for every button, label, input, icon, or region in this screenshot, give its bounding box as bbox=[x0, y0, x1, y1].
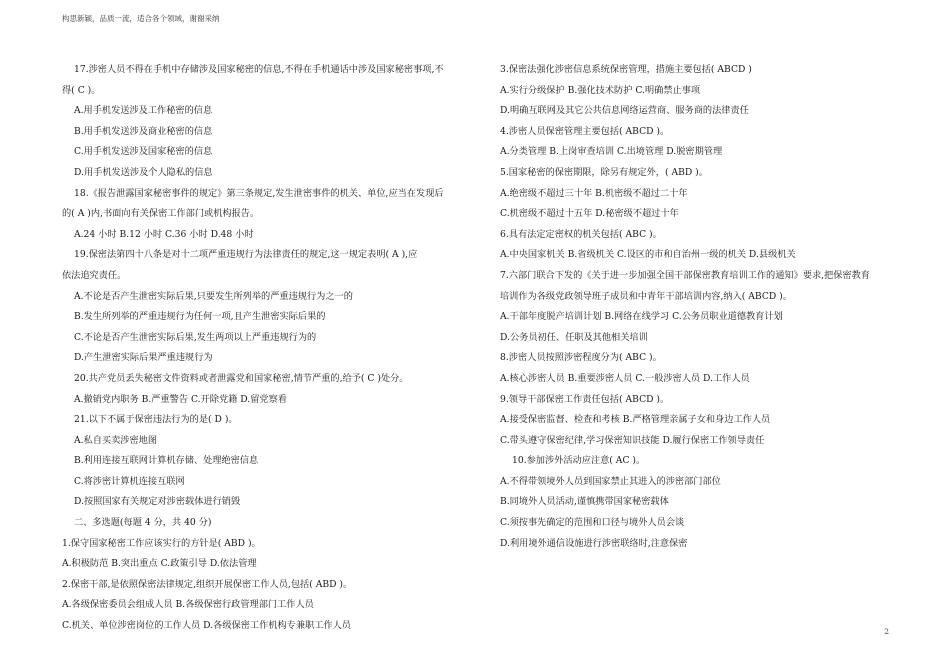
right-text-line: A.绝密级不超过三十年 B.机密级不超过二十年 bbox=[500, 187, 688, 199]
right-text-line: A.分类管理 B.上岗审查培训 C.出境管理 D.脱密期管理 bbox=[500, 146, 723, 158]
right-text-line: A.接受保密监督、检查和考核 B.严格管理亲属子女和身边工作人员 bbox=[500, 414, 771, 426]
left-column bbox=[62, 60, 472, 637]
left-text-line: B.发生所列举的严重违规行为任何一项,且产生泄密实际后果的 bbox=[74, 311, 326, 323]
left-text-line: A.撤销党内职务 B.严重警告 C.开除党籍 D.留党察看 bbox=[74, 393, 287, 405]
left-text-line: A.各级保密委员会组成人员 B.各级保密行政管理部门工作人员 bbox=[62, 599, 314, 611]
left-text-line: C.不论是否产生泄密实际后果,发生两项以上严重违规行为的 bbox=[74, 331, 317, 343]
right-text-line: 9.领导干部保密工作责任包括( ABCD )。 bbox=[500, 393, 670, 405]
left-text-line: A.私自买卖涉密地图 bbox=[74, 434, 158, 446]
right-text-line: A.干部年度脱产培训计划 B.网络在线学习 C.公务员职业道德教育计划 bbox=[500, 311, 783, 323]
left-text-line: 18.《报告泄露国家秘密事件的规定》第三条规定,发生泄密事件的机关、单位,应当在发现后 bbox=[74, 187, 444, 199]
left-text-line: D.按照国家有关规定对涉密载体进行销毁 bbox=[74, 496, 241, 508]
right-text-line: C.机密级不超过十五年 D.秘密级不超过十年 bbox=[500, 208, 679, 220]
left-text-line: D.用手机发送涉及个人隐私的信息 bbox=[74, 166, 213, 178]
page-number: 2 bbox=[884, 627, 889, 636]
left-text-line: 17.涉密人员不得在手机中存储涉及国家秘密的信息,不得在手机通话中涉及国家秘密事项,不 bbox=[74, 64, 444, 75]
left-text-line: A.用手机发送涉及工作秘密的信息 bbox=[74, 105, 213, 117]
right-text-line: 10.参加涉外活动应注意( AC )。 bbox=[512, 455, 646, 467]
left-text-line: B.利用连接互联网计算机存储、处理绝密信息 bbox=[74, 455, 259, 467]
right-text-line: B.同境外人员活动,谨慎携带国家秘密载体 bbox=[500, 496, 669, 508]
right-text-line: 4.涉密人员保密管理主要包括( ABCD )。 bbox=[500, 125, 670, 137]
left-text-line: B.用手机发送涉及商业秘密的信息 bbox=[74, 125, 213, 137]
right-text-line: 5.国家秘密的保密期限，除另有规定外，( ABD )。 bbox=[500, 166, 708, 178]
left-text-line: A.积极防范 B.突出重点 C.政策引导 D.依法管理 bbox=[62, 558, 257, 570]
right-text-line: C.带头遵守保密纪律,学习保密知识技能 D.履行保密工作领导责任 bbox=[500, 434, 765, 446]
left-text-line: 2.保密干部,是依照保密法律规定,组织开展保密工作人员,包括( ABD )。 bbox=[62, 578, 353, 590]
right-text-line: 8.涉密人员按照涉密程度分为( ABC )。 bbox=[500, 352, 662, 364]
right-text-line: A.核心涉密人员 B.重要涉密人员 C.一般涉密人员 D.工作人员 bbox=[500, 372, 750, 384]
left-text-line: 得( C )。 bbox=[62, 84, 101, 96]
right-text-line: A.实行分级保护 B.强化技术防护 C.明确禁止事项 bbox=[500, 84, 701, 96]
right-text-line: A.中央国家机关 B.省级机关 C.设区的市和自治州一级的机关 D.县级机关 bbox=[500, 249, 796, 261]
left-text-line: 21.以下不属于保密违法行为的是( D )。 bbox=[74, 414, 238, 426]
right-text-line: A.不得带领境外人员到国家禁止其进入的涉密部门部位 bbox=[500, 475, 721, 487]
left-text-line: 依法追究责任。 bbox=[62, 269, 127, 281]
right-text-line: C.须按事先确定的范围和口径与境外人员会谈 bbox=[500, 517, 685, 529]
left-text-line: 20.共产党员丢失秘密文件资料或者泄露党和国家秘密,情节严重的,给予( C )处分。 bbox=[74, 372, 409, 384]
left-text-line: D.产生泄密实际后果严重违规行为 bbox=[74, 352, 213, 364]
left-text-line: 1.保守国家秘密工作应该实行的方针是( ABD )。 bbox=[62, 537, 261, 549]
right-text-line: D.公务员初任、任职及其他相关培训 bbox=[500, 331, 648, 343]
left-text-line: 的( A )内,书面向有关保密工作部门或机构报告。 bbox=[62, 208, 260, 220]
left-text-line: 二、多选题(每题 4 分，共 40 分) bbox=[74, 517, 212, 529]
left-text-line: C.机关、单位涉密岗位的工作人员 D.各级保密工作机构专兼职工作人员 bbox=[62, 620, 351, 632]
right-text-line: D.明确互联网及其它公共信息网络运营商、服务商的法律责任 bbox=[500, 105, 749, 117]
left-text-line: 19.保密法第四十八条是对十二项严重违规行为法律责任的规定,这一规定表明( A ),应 bbox=[74, 249, 418, 261]
page-header: 构思新颖，品质一流，适合各个领域，谢谢采纳 bbox=[62, 14, 220, 23]
left-text-line: C.用手机发送涉及国家秘密的信息 bbox=[74, 146, 213, 158]
left-text-line: A.24 小时 B.12 小时 C.36 小时 D.48 小时 bbox=[74, 228, 254, 240]
right-column bbox=[500, 60, 900, 554]
right-text-line: 7.六部门联合下发的《关于进一步加强全国干部保密教育培训工作的通知》要求,把保密教育 bbox=[500, 269, 870, 281]
right-text-line: 6.具有法定定密权的机关包括( ABC )。 bbox=[500, 228, 662, 240]
right-text-line: 培训作为各级党政领导班子成员和中青年干部培训内容,纳入( ABCD )。 bbox=[500, 290, 792, 302]
right-text-line: D.利用境外通信设施进行涉密联络时,注意保密 bbox=[500, 537, 688, 549]
left-text-line: C.将涉密计算机连接互联网 bbox=[74, 475, 185, 487]
left-text-line: A.不论是否产生泄密实际后果,只要发生所列举的严重违规行为之一的 bbox=[74, 290, 353, 302]
right-text-line: 3.保密法强化涉密信息系统保密管理，措施主要包括( ABCD ) bbox=[500, 64, 752, 75]
